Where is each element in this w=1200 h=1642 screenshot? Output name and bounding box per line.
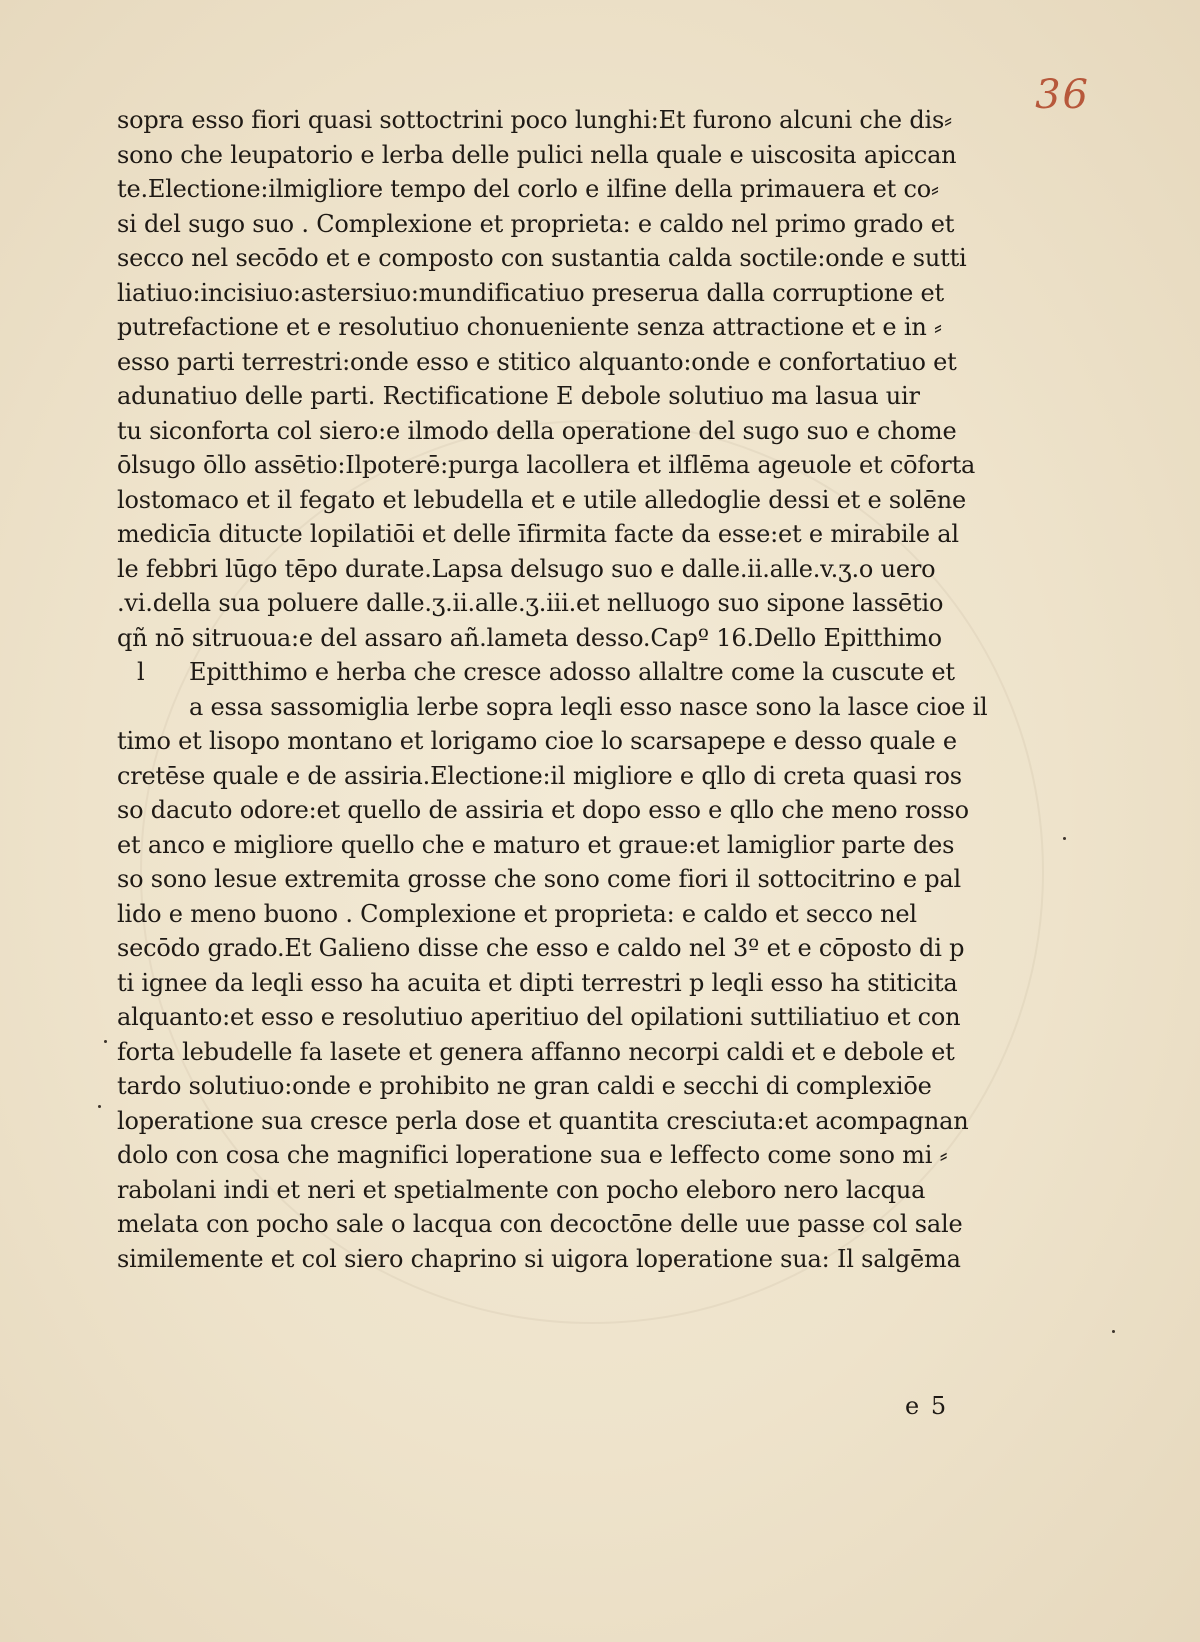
text-line: te.Electione:ilmigliore tempo del corlo e ilfine della primauera et co⸗ (117, 175, 939, 203)
text-line: sono che leupatorio e lerba delle pulici nella quale e uiscosita apiccan (117, 140, 957, 169)
text-line: tardo solutiuo:onde e prohibito ne gran caldi e secchi di complexiōe (117, 1072, 932, 1100)
text-line: liatiuo:incisiuo:astersiuo:mundificatiuo preserua dalla corruptione et (117, 278, 944, 307)
text-line: rabolani indi et neri et spetialmente con pocho eleboro nero lacqua (117, 1175, 926, 1204)
text-line: tu siconforta col siero:e ilmodo della operatione del sugo suo e chome (117, 416, 957, 445)
text-line: si del sugo suo . Complexione et proprieta: e caldo nel primo grado et (117, 209, 955, 238)
text-line: so sono lesue extremita grosse che sono come fiori il sottocitrino e pal (117, 865, 962, 893)
margin-mark (104, 1040, 107, 1043)
text-line: forta lebudelle fa lasete et genera affanno necorpi caldi et e debole et (117, 1037, 955, 1066)
margin-mark (1112, 1330, 1115, 1333)
text-line: adunatiuo delle parti. Rectificatione E debole solutiuo ma lasua uir (117, 382, 920, 410)
text-line: le febbri lūgo tēpo durate.Lapsa delsugo suo e dalle.ii.alle.v.ʒ.o uero (117, 554, 936, 583)
text-line: .vi.della sua poluere dalle.ʒ.ii.alle.ʒ.iii.et nelluogo suo sipone lassētio (117, 589, 944, 617)
folio-number: 36 (1035, 72, 1090, 118)
signature-mark: e 5 (905, 1392, 949, 1420)
text-line: qñ nō sitruoua:e del assaro añ.lameta desso.Capº 16.Dello Epitthimo (117, 623, 942, 652)
text-line: et anco e migliore quello che e maturo et graue:et lamiglior parte des (117, 830, 955, 859)
text-line: secco nel secōdo et e composto con sustantia calda soctile:onde e sutti (117, 244, 967, 272)
text-line: sopra esso fiori quasi sottoctrini poco lunghi:Et furono alcuni che dis⸗ (117, 106, 952, 134)
text-line: loperatione sua cresce perla dose et quantita cresciuta:et acompagnan (117, 1106, 969, 1135)
text-line-with-initial (117, 655, 982, 690)
text-line: melata con pocho sale o lacqua con decoctōne delle uue passe col sale (117, 1210, 963, 1238)
text-line: cretēse quale e de assiria.Electione:il migliore e qllo di creta quasi ros (117, 761, 962, 790)
text-line: lido e meno buono . Complexione et proprieta: e caldo et secco nel (117, 899, 917, 928)
text-line: ti ignee da leqli esso ha acuita et dipti terrestri p leqli esso ha stiticita (117, 968, 958, 997)
text-line: medicīa ditucte lopilatiōi et delle īfirmita facte da esse:et e mirabile al (117, 520, 959, 548)
text-line: esso parti terrestri:onde esso e stitico alquanto:onde e confortatiuo et (117, 347, 957, 376)
initial-letter: l (137, 658, 145, 686)
text-block (117, 103, 988, 1276)
margin-mark (98, 1105, 101, 1108)
text-line: lostomaco et il fegato et lebudella et e utile alledoglie dessi et e solēne (117, 485, 967, 514)
text-line: timo et lisopo montano et lorigamo cioe lo scarsapepe e desso quale e (117, 727, 957, 755)
text-line: Epitthimo e herba che cresce adosso allaltre come la cuscute et (189, 658, 955, 686)
text-line: so dacuto odore:et quello de assiria et dopo esso e qllo che meno rosso (117, 796, 969, 824)
margin-mark (1063, 837, 1066, 840)
text-line: dolo con cosa che magnifici loperatione sua e leffecto come sono mi ⸗ (117, 1141, 948, 1169)
text-line: putrefactione et e resolutiuo chonueniente senza attractione et e in ⸗ (117, 313, 942, 341)
text-line: alquanto:et esso e resolutiuo aperitiuo del opilationi suttiliatiuo et con (117, 1003, 961, 1031)
text-line: secōdo grado.Et Galieno disse che esso e caldo nel 3º et e cōposto di p (117, 934, 965, 962)
text-line: a essa sassomiglia lerbe sopra leqli esso nasce sono la lasce cioe il (189, 692, 988, 721)
text-line: ōlsugo ōllo assētio:Ilpoterē:purga lacollera et ilflēma ageuole et cōforta (117, 451, 976, 479)
text-line: similemente et col siero chaprino si uigora loperatione sua: Il salgēma (117, 1244, 961, 1273)
